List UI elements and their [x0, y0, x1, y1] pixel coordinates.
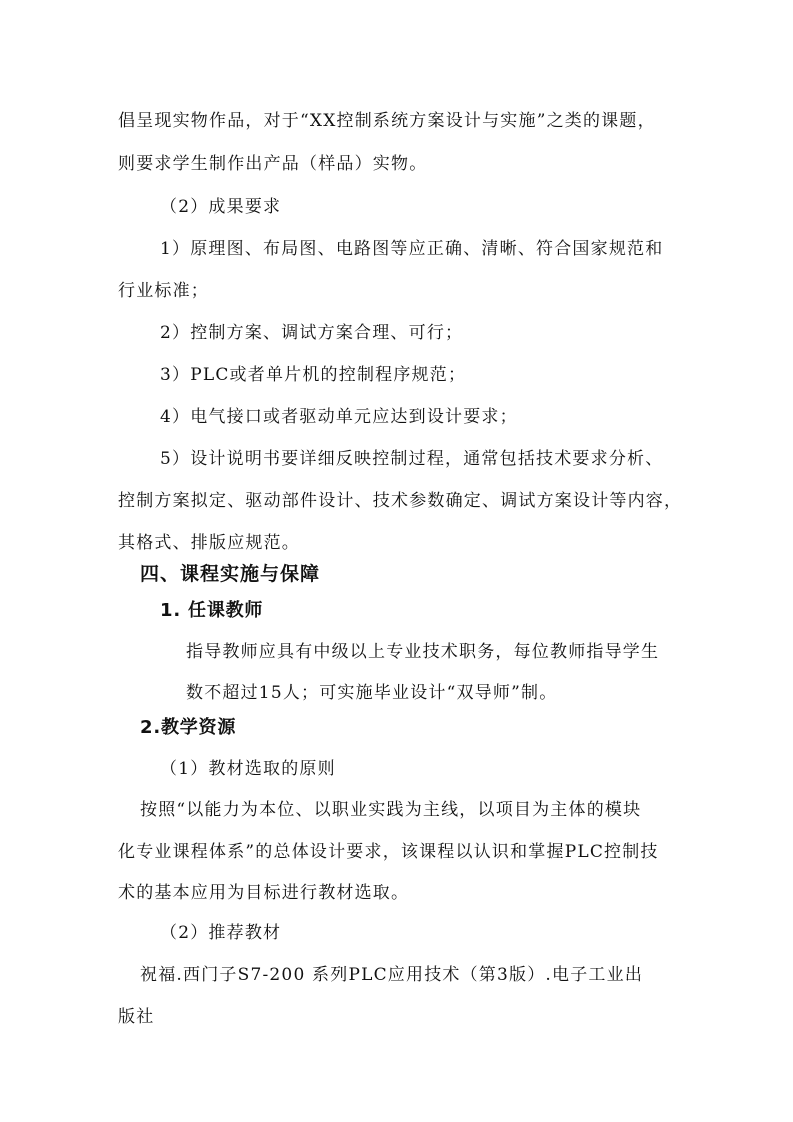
text-line: 按照“以能力为本位、以职业实践为主线，以项目为主体的模块: [140, 800, 642, 820]
list-item: 1）原理图、布局图、电路图等应正确、清晰、符合国家规范和: [160, 239, 664, 259]
text-line: 版社: [118, 1007, 155, 1027]
list-heading: （1）教材选取的原则: [160, 759, 336, 779]
subsection-heading: 2.教学资源: [140, 717, 237, 738]
section-heading: 四、课程实施与保障: [140, 563, 321, 585]
text-line: 术的基本应用为目标进行教材选取。: [118, 883, 410, 903]
subsection-heading: 1. 任课教师: [160, 600, 264, 621]
text-line: 行业标准；: [118, 281, 209, 301]
list-item: 4）电气接口或者驱动单元应达到设计要求；: [160, 407, 518, 427]
list-heading: （2）成果要求: [160, 197, 282, 217]
text-line: 控制方案拟定、驱动部件设计、技术参数确定、调试方案设计等内容，: [118, 491, 683, 511]
text-line: 倡呈现实物作品，对于“XX控制系统方案设计与实施”之类的课题，: [118, 111, 656, 131]
text-line: 指导教师应具有中级以上专业技术职务，每位教师指导学生: [186, 642, 660, 662]
list-item: 3）PLC或者单片机的控制程序规范；: [160, 365, 467, 385]
text-line: 数不超过15人；可实施毕业设计“双导师”制。: [186, 683, 558, 703]
text-line: 祝福.西门子S7-200 系列PLC应用技术（第3版）.电子工业出: [140, 965, 644, 985]
text-line: 则要求学生制作出产品（样品）实物。: [118, 154, 428, 174]
list-item: 5）设计说明书要详细反映控制过程，通常包括技术要求分析、: [160, 449, 664, 469]
list-item: 2）控制方案、调试方案合理、可行；: [160, 323, 464, 343]
text-line: 其格式、排版应规范。: [118, 533, 300, 553]
text-line: 化专业课程体系”的总体设计要求，该课程以认识和掌握PLC控制技: [118, 842, 659, 862]
list-heading: （2）推荐教材: [160, 923, 282, 943]
